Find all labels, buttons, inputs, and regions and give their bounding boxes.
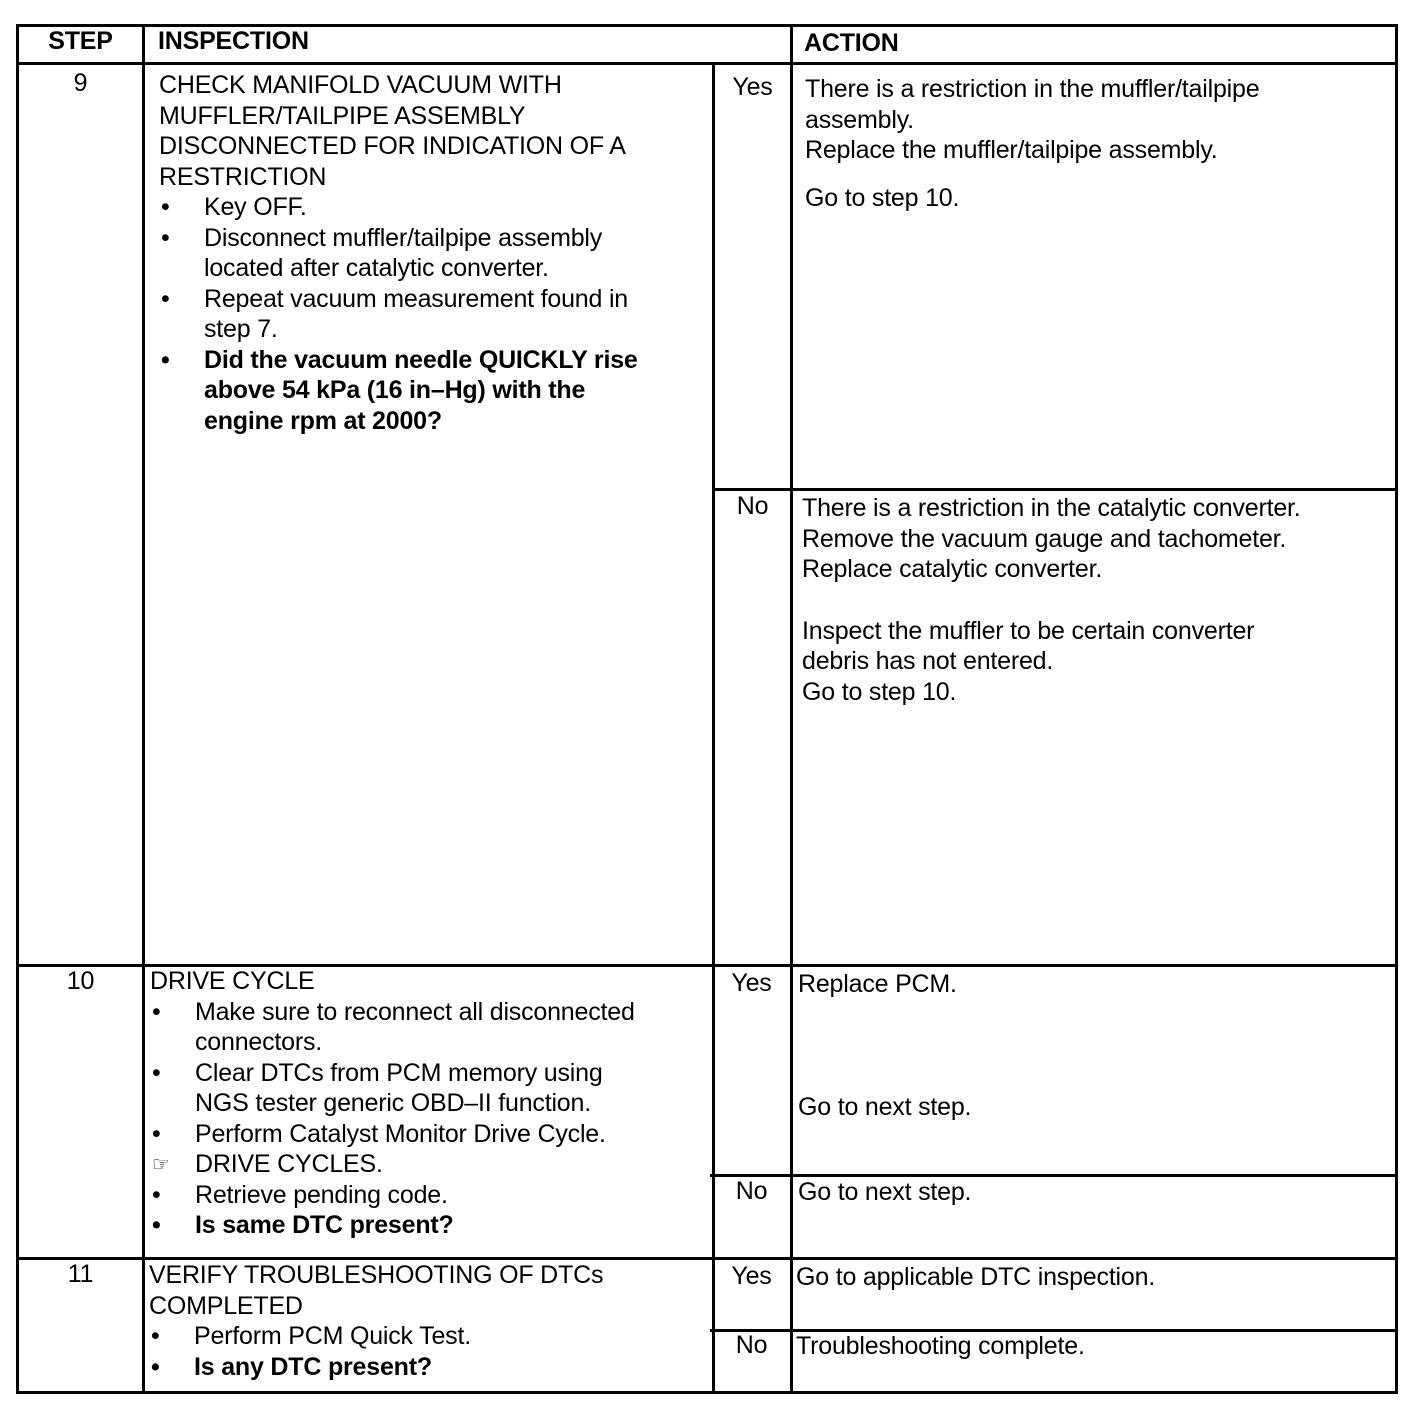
bullet-icon: •	[152, 1119, 161, 1148]
question-text: Is any DTC present?	[194, 1352, 432, 1381]
bullet-icon: •	[161, 193, 170, 221]
action-line: Replace the muffler/tailpipe assembly.	[805, 136, 1218, 164]
step-11-yes-action	[796, 1262, 1386, 1293]
step-10-bullet	[150, 1058, 708, 1119]
step-10-no-label: No	[735, 1177, 768, 1205]
step-10-title: DRIVE CYCLE	[150, 967, 315, 995]
step-11-bullet	[149, 1321, 707, 1352]
bullet-icon: •	[152, 1058, 161, 1087]
action-line: Replace catalytic converter.	[802, 555, 1103, 583]
step-9-title-line: RESTRICTION	[159, 162, 327, 191]
bullet-icon: •	[152, 1180, 161, 1209]
action-line: debris has not entered.	[802, 647, 1054, 675]
bullet-icon: •	[151, 1352, 160, 1381]
step-10-bullet-list	[150, 997, 708, 1241]
action-line: There is a restriction in the catalytic converter.	[802, 494, 1301, 522]
action-line: Go to step 10.	[805, 183, 960, 212]
table-border-right	[1395, 24, 1398, 1394]
action-line: assembly.	[805, 105, 914, 134]
step-10-bullet	[150, 1119, 708, 1150]
bullet-icon: •	[161, 223, 170, 252]
bullet-text: Disconnect muffler/tailpipe assembly	[204, 223, 603, 252]
question-text: Is same DTC present?	[195, 1211, 454, 1239]
bullet-text: Make sure to reconnect all disconnected	[195, 997, 635, 1026]
header-action: ACTION	[804, 29, 899, 57]
step-9-yes-action	[805, 74, 1385, 213]
step-9-bullet-list	[159, 192, 709, 436]
step-10-question	[150, 1210, 708, 1241]
step-9-bullet	[159, 223, 709, 284]
action-line: Remove the vacuum gauge and tachometer.	[802, 524, 1287, 553]
step-9-title-line: DISCONNECTED FOR INDICATION OF A	[159, 132, 626, 160]
spacer	[798, 1000, 1388, 1092]
step-11-title-line: VERIFY TROUBLESHOOTING OF DTCs	[149, 1261, 604, 1289]
action-line: Go to next step.	[798, 1092, 972, 1121]
pointing-hand-icon: ☞	[152, 1152, 170, 1176]
question-text: engine rpm at 2000?	[204, 406, 442, 435]
step-9-question	[159, 345, 709, 437]
spacer	[805, 166, 1385, 183]
step-11-no-label: No	[735, 1331, 768, 1359]
question-text: Did the vacuum needle QUICKLY rise	[204, 345, 638, 374]
action-line: Replace PCM.	[798, 970, 957, 998]
action-line: Troubleshooting complete.	[796, 1332, 1085, 1360]
bullet-text: connectors.	[195, 1028, 323, 1056]
bullet-text: Clear DTCs from PCM memory using	[195, 1058, 603, 1087]
table-border-bottom	[16, 1391, 1398, 1394]
bullet-icon: •	[152, 997, 161, 1026]
bullet-text: Perform PCM Quick Test.	[194, 1322, 471, 1350]
action-line: There is a restriction in the muffler/tailpipe	[805, 75, 1260, 103]
row9-yes-no-divider	[714, 488, 1398, 491]
step-number-11: 11	[67, 1260, 94, 1288]
step-11-question	[149, 1352, 707, 1383]
step-10-yes-label: Yes	[731, 969, 772, 997]
bullet-text: Retrieve pending code.	[195, 1180, 448, 1209]
action-column-divider	[790, 24, 793, 1394]
step-10-yes-action	[798, 969, 1388, 1122]
step-9-inspection	[159, 70, 709, 436]
action-line: Go to applicable DTC inspection.	[796, 1263, 1156, 1291]
bullet-text: Repeat vacuum measurement found in	[204, 284, 628, 313]
step-9-no-action	[802, 493, 1392, 707]
step-11-bullet-list	[149, 1321, 707, 1382]
step-10-inspection	[150, 966, 708, 1241]
inspection-table	[16, 24, 1398, 1394]
spacer	[802, 585, 1392, 616]
step-9-bullet	[159, 284, 709, 345]
step-9-no-label: No	[736, 492, 769, 520]
bullet-text: Key OFF.	[204, 193, 307, 221]
bullet-icon: •	[151, 1322, 160, 1350]
bullet-text: Perform Catalyst Monitor Drive Cycle.	[195, 1119, 606, 1148]
step-10-no-action	[798, 1177, 1388, 1208]
bullet-text: NGS tester generic OBD–II function.	[195, 1089, 591, 1117]
step-9-yes-label: Yes	[732, 73, 773, 101]
step-column-divider	[142, 24, 145, 1394]
table-border-left	[16, 24, 19, 1394]
bullet-text: step 7.	[204, 315, 278, 343]
step-11-inspection	[149, 1260, 707, 1382]
bullet-text: located after catalytic converter.	[204, 254, 549, 282]
header-inspection: INSPECTION	[158, 27, 309, 55]
step-10-bullet	[150, 1180, 708, 1211]
step-10-bullet	[150, 997, 708, 1058]
step-9-title-line: MUFFLER/TAILPIPE ASSEMBLY	[159, 101, 526, 130]
step-9-title-line: CHECK MANIFOLD VACUUM WITH	[159, 71, 562, 99]
question-text: above 54 kPa (16 in–Hg) with the	[204, 376, 586, 404]
action-line: Go to step 10.	[802, 677, 957, 706]
step-11-title-line: COMPLETED	[149, 1291, 303, 1320]
action-line: Go to next step.	[798, 1178, 972, 1206]
step-11-yes-label: Yes	[731, 1262, 772, 1290]
step-11-no-action	[796, 1331, 1386, 1362]
step-number-10: 10	[66, 967, 95, 995]
step-9-bullet	[159, 192, 709, 223]
bullet-icon: •	[161, 345, 170, 374]
header-divider	[16, 62, 1398, 65]
step-number-9: 9	[73, 69, 88, 97]
header-step: STEP	[48, 27, 113, 55]
bullet-icon: •	[161, 284, 170, 313]
action-line: Inspect the muffler to be certain converter	[802, 616, 1255, 645]
reference-text: DRIVE CYCLES.	[195, 1150, 383, 1178]
step-10-reference	[150, 1149, 708, 1180]
bullet-icon: •	[152, 1211, 161, 1239]
